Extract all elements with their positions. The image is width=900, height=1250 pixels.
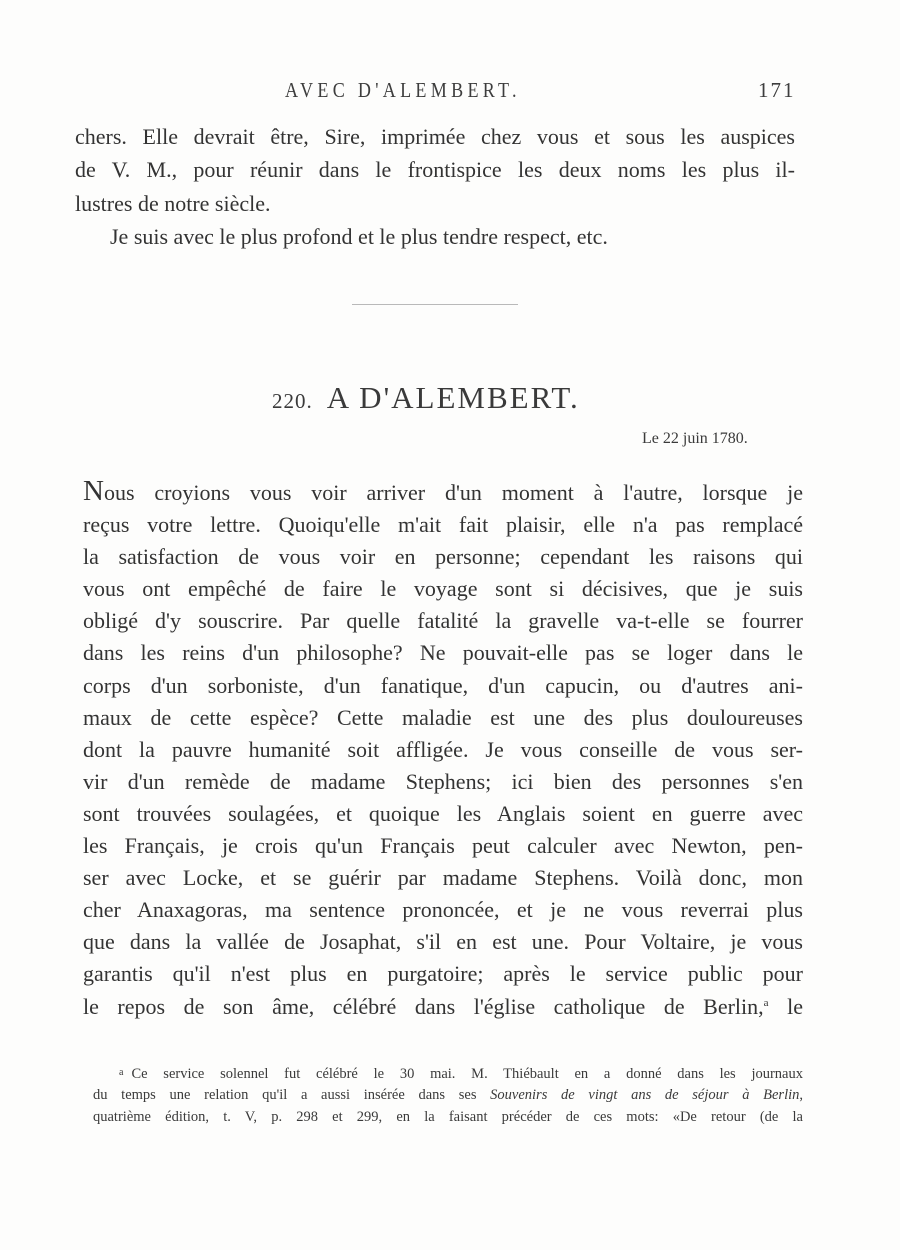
closing-salutation: Je suis avec le plus profond et le plus tendre respect, etc. (110, 223, 608, 249)
text-line: ser avec Locke, et se guérir par madame Stephens. Voilà donc, mon (83, 865, 803, 891)
footnote-line (93, 1062, 803, 1084)
letter-dateline: Le 22 juin 1780. (642, 430, 748, 447)
running-head-title: AVEC D'ALEMBERT. (285, 78, 521, 102)
last-line-end: le (787, 993, 803, 1019)
text-line: reçus votre lettre. Quoiqu'elle m'ait fait plaisir, elle n'a pas remplacé (83, 512, 803, 538)
text-line-last (83, 991, 803, 1023)
text-line: lustres de notre siècle. (75, 190, 271, 216)
text-line: les Français, je crois qu'un Français peut calculer avec Newton, pen- (83, 833, 803, 859)
text-line: la satisfaction de vous voir en personne; cependant les raisons qui (83, 544, 803, 570)
text-line-first (83, 477, 803, 509)
first-line-text: ous croyions vous voir arriver d'un moment à l'autre, lorsque je (103, 480, 803, 505)
footnote-reference[interactable]: a (763, 996, 769, 1009)
initial-letter: N (83, 477, 104, 507)
letter-addressee: A D'ALEMBERT. (326, 380, 580, 415)
footnote-line: quatrième édition, t. V, p. 298 et 299, en la faisant précéder de ces mots: «De retour (de la (93, 1109, 803, 1125)
footnote-text: du temps une relation qu'il a aussi insérée dans ses (93, 1087, 477, 1103)
footnote-line (93, 1084, 803, 1106)
text-line: corps d'un sorboniste, d'un fanatique, d'un capucin, ou d'autres ani- (83, 672, 803, 698)
text-line: chers. Elle devrait être, Sire, imprimée chez vous et sous les auspices (75, 124, 795, 149)
text-line: obligé d'y souscrire. Par quelle fatalité la gravelle va-t-elle se fourrer (83, 608, 803, 634)
text-line: vir d'un remède de madame Stephens; ici bien des personnes s'en (83, 768, 803, 794)
text-line: de V. M., pour réunir dans le frontispice les deux noms les plus il- (75, 157, 795, 183)
cited-book-title: Souvenirs de vingt ans de séjour à Berlin (490, 1087, 800, 1103)
footnotes (93, 1062, 803, 1128)
letter-number: 220. (272, 389, 313, 413)
footnote-text: , (799, 1087, 803, 1103)
letter-body (83, 477, 803, 1023)
text-line: dont la pauvre humanité soit affligée. Je vous conseille de vous ser- (83, 736, 803, 762)
previous-letter-ending (75, 120, 795, 253)
text-line: maux de cette espèce? Cette maladie est une des plus douloureuses (83, 704, 803, 730)
section-divider (352, 304, 518, 305)
footnote-mark: a (119, 1067, 124, 1078)
page-number: 171 (758, 78, 796, 102)
text-line: garantis qu'il n'est plus en purgatoire; après le service public pour (83, 961, 803, 987)
last-line-text: le repos de son âme, célébré dans l'église catholique de Berlin, (83, 993, 764, 1019)
text-line: que dans la vallée de Josaphat, s'il en est une. Pour Voltaire, je vous (83, 929, 803, 955)
text-line: vous ont empêché de faire le voyage sont si décisives, que je suis (83, 576, 803, 602)
text-line: cher Anaxagoras, ma sentence prononcée, et je ne vous reverrai plus (83, 897, 803, 923)
text-line: sont trouvées soulagées, et quoique les Anglais soient en guerre avec (83, 800, 803, 826)
text-line: dans les reins d'un philosophe? Ne pouvait-elle pas se loger dans le (83, 640, 803, 666)
footnote-text: Ce service solennel fut célébré le 30 mai. M. Thiébault en a donné dans les journaux (131, 1066, 803, 1082)
letter-heading (272, 380, 580, 416)
